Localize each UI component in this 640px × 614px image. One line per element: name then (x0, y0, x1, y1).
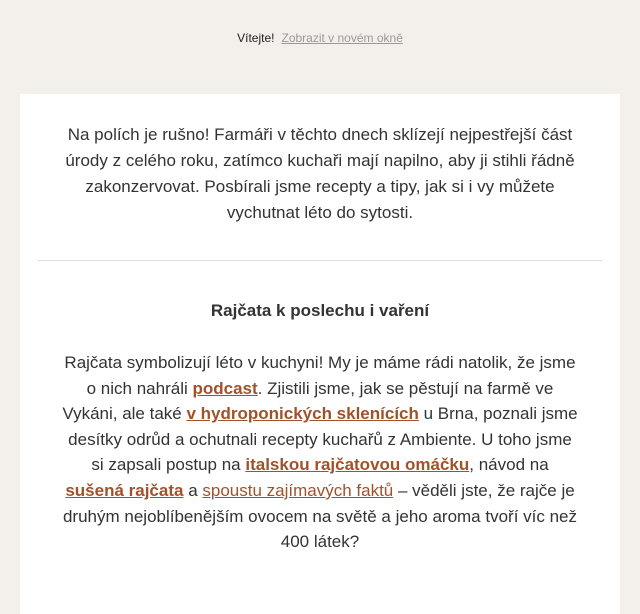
view-in-browser-link[interactable]: Zobrazit v novém okně (281, 31, 403, 45)
dried-tomatoes-link[interactable]: sušená rajčata (65, 480, 184, 500)
article-paragraph (60, 350, 580, 555)
email-header-bar (0, 0, 640, 76)
article-heading: Rajčata k poslechu i vaření (210, 301, 430, 320)
article-text-5: a (183, 480, 203, 500)
article-text-3: u Brna, poznali jsme desítky odrůd a ochutnali recepty kuchařů z Ambiente. U toho jsme si zapsali postup na (68, 404, 578, 475)
section-divider (38, 260, 602, 261)
tomato-sauce-recipe-link[interactable]: italskou rajčatovou omáčku (245, 455, 470, 475)
hydroponic-greenhouses-link[interactable]: v hydroponických sklenících (186, 404, 419, 424)
intro-paragraph: Na polích je rušno! Farmáři v těchto dnech sklízejí nejpestřejší část úrody z celého roku, zatímco kuchaři mají napilno, aby ji stihli řádně zakonzervovat. Posbírali jsme recepty a tipy, jak si i vy můžete vychutnat léto do sytosti. (65, 125, 575, 222)
interesting-facts-link[interactable]: spoustu zajímavých faktů (202, 480, 394, 500)
article-text-6: – věděli jste, že rajče je druhým nejoblíbenějším ovocem na světě a jeho aroma tvoří víc než 400 látek? (62, 480, 578, 552)
article-text-1: Rajčata symbolizují léto v kuchyni! My je máme rádi natolik, že jsme o nich nahráli (64, 353, 576, 398)
podcast-link[interactable]: podcast (192, 378, 258, 398)
article-text-2: . Zjistili jsme, jak se pěstují na farmě ve Vykáni, ale také (62, 378, 554, 424)
greeting-text: Vítejte! (237, 31, 275, 45)
email-content-card (20, 94, 620, 614)
article-text-4: , návod na (469, 455, 549, 475)
